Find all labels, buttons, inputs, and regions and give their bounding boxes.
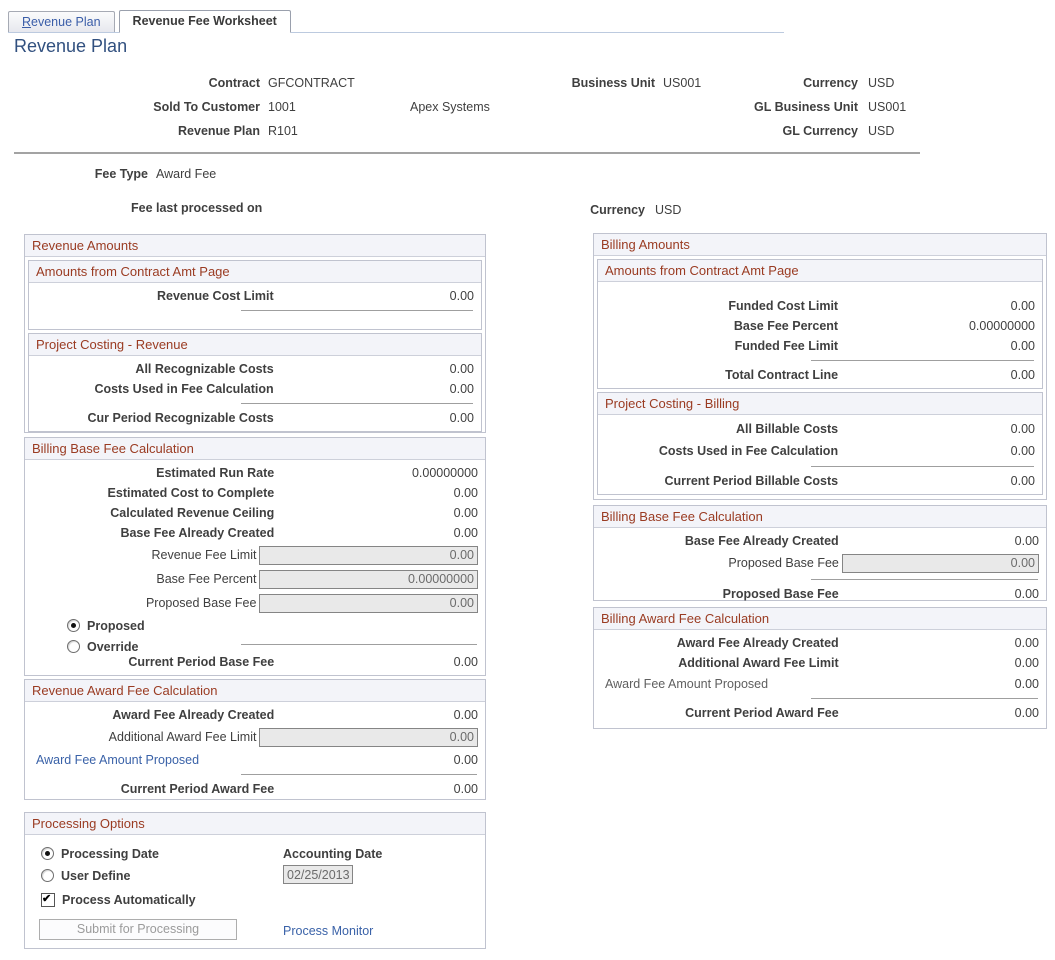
proposed-base-fee-right-input[interactable] [842, 554, 1039, 573]
tab-revenue-plan-label: evenue Plan [31, 15, 101, 29]
additional-award-fee-limit-input[interactable] [259, 728, 478, 747]
all-recognizable-costs-label: All Recognizable Costs [135, 362, 274, 376]
sum-line [241, 774, 477, 775]
billing-amounts-groupbox [593, 233, 1047, 500]
award-fee-already-created-right-value: 0.00 [1014, 636, 1039, 650]
input-row [25, 543, 485, 567]
contract-value: GFCONTRACT [268, 76, 355, 90]
header-separator [14, 152, 920, 154]
field-row [25, 705, 485, 725]
award-fee-amount-proposed-right-row [594, 673, 1046, 694]
sold-to-customer-name: Apex Systems [410, 100, 490, 114]
field-row [25, 483, 485, 503]
estimated-run-rate-value: 0.00000000 [411, 466, 478, 480]
input-row [594, 551, 1046, 575]
sum-line [811, 466, 1034, 467]
award-fee-amount-proposed-row [25, 749, 485, 770]
base-fee-already-created-right-value: 0.00 [1014, 534, 1039, 548]
current-period-award-fee-value: 0.00 [453, 782, 478, 796]
user-define-radio[interactable] [41, 869, 54, 882]
field-row [25, 463, 485, 483]
revenue-cost-limit-label: Revenue Cost Limit [156, 289, 274, 303]
total-row [594, 584, 1046, 604]
contract-amt-page-header-right: Amounts from Contract Amt Page [598, 260, 1042, 282]
proposed-base-fee-label: Proposed Base Fee [145, 596, 257, 610]
cur-period-recognizable-costs-label: Cur Period Recognizable Costs [87, 411, 274, 425]
total-row [598, 365, 1042, 385]
base-fee-percent-input[interactable] [259, 570, 478, 589]
additional-award-fee-limit-right-label: Additional Award Fee Limit [678, 656, 839, 670]
field-row [598, 336, 1042, 356]
override-radio-label: Override [87, 639, 139, 654]
field-row [29, 359, 481, 379]
current-period-award-fee-right-label: Current Period Award Fee [685, 706, 839, 720]
contract-amt-page-box-right [597, 259, 1043, 389]
billing-base-fee-calc-left-body [25, 460, 485, 675]
processing-date-radio-label: Processing Date [61, 846, 159, 861]
all-billable-costs-label: All Billable Costs [735, 422, 839, 436]
revenue-plan-value: R101 [268, 124, 298, 138]
estimated-cost-to-complete-label: Estimated Cost to Complete [107, 486, 275, 500]
fee-currency-label: Currency [590, 203, 645, 217]
field-row [29, 286, 481, 306]
calculated-revenue-ceiling-value: 0.00 [453, 506, 478, 520]
award-fee-already-created-value: 0.00 [453, 708, 478, 722]
additional-award-fee-limit-label: Additional Award Fee Limit [108, 730, 257, 744]
sum-line [241, 310, 473, 311]
business-unit-value: US001 [663, 76, 702, 90]
accounting-date-input[interactable] [283, 865, 353, 884]
sum-line [241, 403, 473, 404]
radio-user-define-row [41, 865, 130, 886]
field-row [25, 523, 485, 543]
base-fee-percent-right-value: 0.00000000 [968, 319, 1035, 333]
billing-base-fee-calc-right-body [594, 528, 1046, 607]
sum-line [811, 698, 1038, 699]
field-row [598, 296, 1042, 316]
revenue-award-fee-calc-box [24, 679, 486, 800]
field-row [594, 653, 1046, 673]
billing-award-fee-calc-body [594, 630, 1046, 726]
costs-used-in-fee-calc-value: 0.00 [449, 382, 474, 396]
field-row [594, 531, 1046, 551]
radio-processing-date-row [41, 843, 159, 864]
award-fee-amount-proposed-right-label: Award Fee Amount Proposed [605, 676, 769, 691]
total-row [598, 471, 1042, 491]
field-row [598, 316, 1042, 336]
current-period-billable-costs-value: 0.00 [1010, 474, 1035, 488]
base-fee-already-created-right-label: Base Fee Already Created [684, 534, 839, 548]
revenue-fee-limit-label: Revenue Fee Limit [151, 548, 257, 562]
project-costing-revenue-box [28, 333, 482, 432]
funded-cost-limit-label: Funded Cost Limit [728, 299, 839, 313]
total-row [25, 652, 485, 672]
total-contract-line-label: Total Contract Line [725, 368, 839, 382]
sum-line [811, 360, 1034, 361]
project-costing-billing-header: Project Costing - Billing [598, 393, 1042, 415]
current-period-base-fee-value: 0.00 [453, 655, 478, 669]
business-unit-label: Business Unit [571, 76, 655, 90]
proposed-base-fee-total-label: Proposed Base Fee [722, 587, 839, 601]
input-row [25, 567, 485, 591]
field-row [598, 440, 1042, 462]
billing-award-fee-calc-header: Billing Award Fee Calculation [594, 608, 1046, 630]
contract-amt-page-body-right [598, 282, 1042, 388]
proposed-base-fee-right-label: Proposed Base Fee [728, 556, 839, 570]
accounting-date-label: Accounting Date [283, 847, 383, 861]
submit-for-processing-button[interactable]: Submit for Processing [39, 919, 237, 940]
project-costing-billing-body [598, 415, 1042, 494]
tab-revenue-fee-worksheet-label: Revenue Fee Worksheet [132, 14, 277, 28]
cur-period-recognizable-costs-value: 0.00 [449, 411, 474, 425]
checkbox-process-auto-row [41, 889, 196, 910]
tab-revenue-plan-accesskey: R [22, 15, 32, 29]
fee-last-processed-label: Fee last processed on [131, 201, 263, 215]
process-automatically-checkbox[interactable] [41, 893, 55, 907]
award-fee-amount-proposed-right-value: 0.00 [1014, 676, 1039, 691]
billing-base-fee-calc-left-box [24, 437, 486, 676]
sum-line [241, 644, 477, 645]
fee-currency-value: USD [655, 203, 682, 217]
currency-value: USD [868, 76, 895, 90]
contract-amt-page-body-left [29, 283, 481, 329]
calculated-revenue-ceiling-label: Calculated Revenue Ceiling [110, 506, 275, 520]
all-recognizable-costs-value: 0.00 [449, 362, 474, 376]
all-billable-costs-value: 0.00 [1010, 422, 1035, 436]
tab-revenue-fee-worksheet[interactable] [119, 10, 291, 33]
sold-to-customer-label: Sold To Customer [153, 100, 260, 114]
costs-used-in-fee-calc-right-value: 0.00 [1010, 444, 1035, 458]
billing-base-fee-calc-right-box [593, 505, 1047, 601]
revenue-amounts-groupbox [24, 234, 486, 433]
additional-award-fee-limit-right-value: 0.00 [1014, 656, 1039, 670]
contract-amt-page-box-left [28, 260, 482, 330]
page-title: Revenue Plan [14, 36, 128, 56]
field-row [29, 379, 481, 399]
project-costing-revenue-body [29, 356, 481, 431]
revenue-award-fee-calc-header: Revenue Award Fee Calculation [25, 680, 485, 702]
current-period-award-fee-right-value: 0.00 [1014, 706, 1039, 720]
field-row [25, 503, 485, 523]
override-radio[interactable] [67, 640, 80, 653]
contract-amt-page-header-left: Amounts from Contract Amt Page [29, 261, 481, 283]
estimated-run-rate-label: Estimated Run Rate [156, 466, 275, 480]
proposed-base-fee-total-value: 0.00 [1014, 587, 1039, 601]
gl-business-unit-value: US001 [868, 100, 907, 114]
base-fee-percent-right-label: Base Fee Percent [733, 319, 839, 333]
processing-options-header: Processing Options [25, 813, 485, 835]
award-fee-already-created-label: Award Fee Already Created [112, 708, 275, 722]
billing-base-fee-calc-left-header: Billing Base Fee Calculation [25, 438, 485, 460]
total-row [25, 779, 485, 799]
award-fee-already-created-right-label: Award Fee Already Created [676, 636, 839, 650]
tab-bar [8, 9, 784, 33]
costs-used-in-fee-calc-label: Costs Used in Fee Calculation [94, 382, 274, 396]
current-period-award-fee-label: Current Period Award Fee [120, 782, 275, 796]
revenue-amounts-header: Revenue Amounts [25, 235, 485, 257]
proposed-base-fee-input[interactable] [259, 594, 478, 613]
revenue-plan-label: Revenue Plan [178, 124, 260, 138]
current-period-base-fee-label: Current Period Base Fee [128, 655, 275, 669]
user-define-radio-label: User Define [61, 868, 131, 883]
billing-base-fee-calc-right-header: Billing Base Fee Calculation [594, 506, 1046, 528]
contract-label: Contract [208, 76, 260, 90]
fee-type-value: Award Fee [156, 167, 217, 181]
funded-cost-limit-value: 0.00 [1010, 299, 1035, 313]
fee-type-label: Fee Type [94, 167, 148, 181]
proposed-radio[interactable] [67, 619, 80, 632]
process-monitor-link[interactable]: Process Monitor [283, 924, 374, 938]
base-fee-already-created-label: Base Fee Already Created [120, 526, 275, 540]
field-row [598, 418, 1042, 440]
revenue-fee-limit-input[interactable] [259, 546, 478, 565]
processing-options-box [24, 812, 486, 949]
costs-used-in-fee-calc-right-label: Costs Used in Fee Calculation [658, 444, 839, 458]
funded-fee-limit-label: Funded Fee Limit [734, 339, 839, 353]
project-costing-revenue-header: Project Costing - Revenue [29, 334, 481, 356]
field-row [594, 633, 1046, 653]
revenue-cost-limit-value: 0.00 [449, 289, 474, 303]
billing-amounts-header: Billing Amounts [594, 234, 1046, 256]
gl-currency-value: USD [868, 124, 895, 138]
processing-options-body [25, 835, 485, 947]
total-contract-line-value: 0.00 [1010, 368, 1035, 382]
estimated-cost-to-complete-value: 0.00 [453, 486, 478, 500]
proposed-radio-label: Proposed [87, 618, 145, 633]
current-period-billable-costs-label: Current Period Billable Costs [664, 474, 839, 488]
tab-revenue-plan[interactable] [8, 11, 115, 32]
award-fee-amount-proposed-value: 0.00 [453, 752, 478, 767]
revenue-award-fee-calc-body [25, 702, 485, 802]
processing-date-radio[interactable] [41, 847, 54, 860]
base-fee-already-created-value: 0.00 [453, 526, 478, 540]
currency-label: Currency [803, 76, 858, 90]
base-fee-percent-label: Base Fee Percent [156, 572, 257, 586]
sold-to-customer-value: 1001 [268, 100, 296, 114]
sum-line [811, 579, 1038, 580]
radio-proposed-row [25, 615, 485, 636]
input-row [25, 725, 485, 749]
gl-currency-label: GL Currency [782, 124, 858, 138]
input-row [25, 591, 485, 615]
award-fee-amount-proposed-link[interactable]: Award Fee Amount Proposed [36, 752, 200, 767]
gl-business-unit-label: GL Business Unit [754, 100, 858, 114]
project-costing-billing-box [597, 392, 1043, 495]
total-row [29, 408, 481, 428]
funded-fee-limit-value: 0.00 [1010, 339, 1035, 353]
process-automatically-checkbox-label: Process Automatically [62, 892, 196, 907]
billing-award-fee-calc-box [593, 607, 1047, 729]
total-row [594, 703, 1046, 723]
